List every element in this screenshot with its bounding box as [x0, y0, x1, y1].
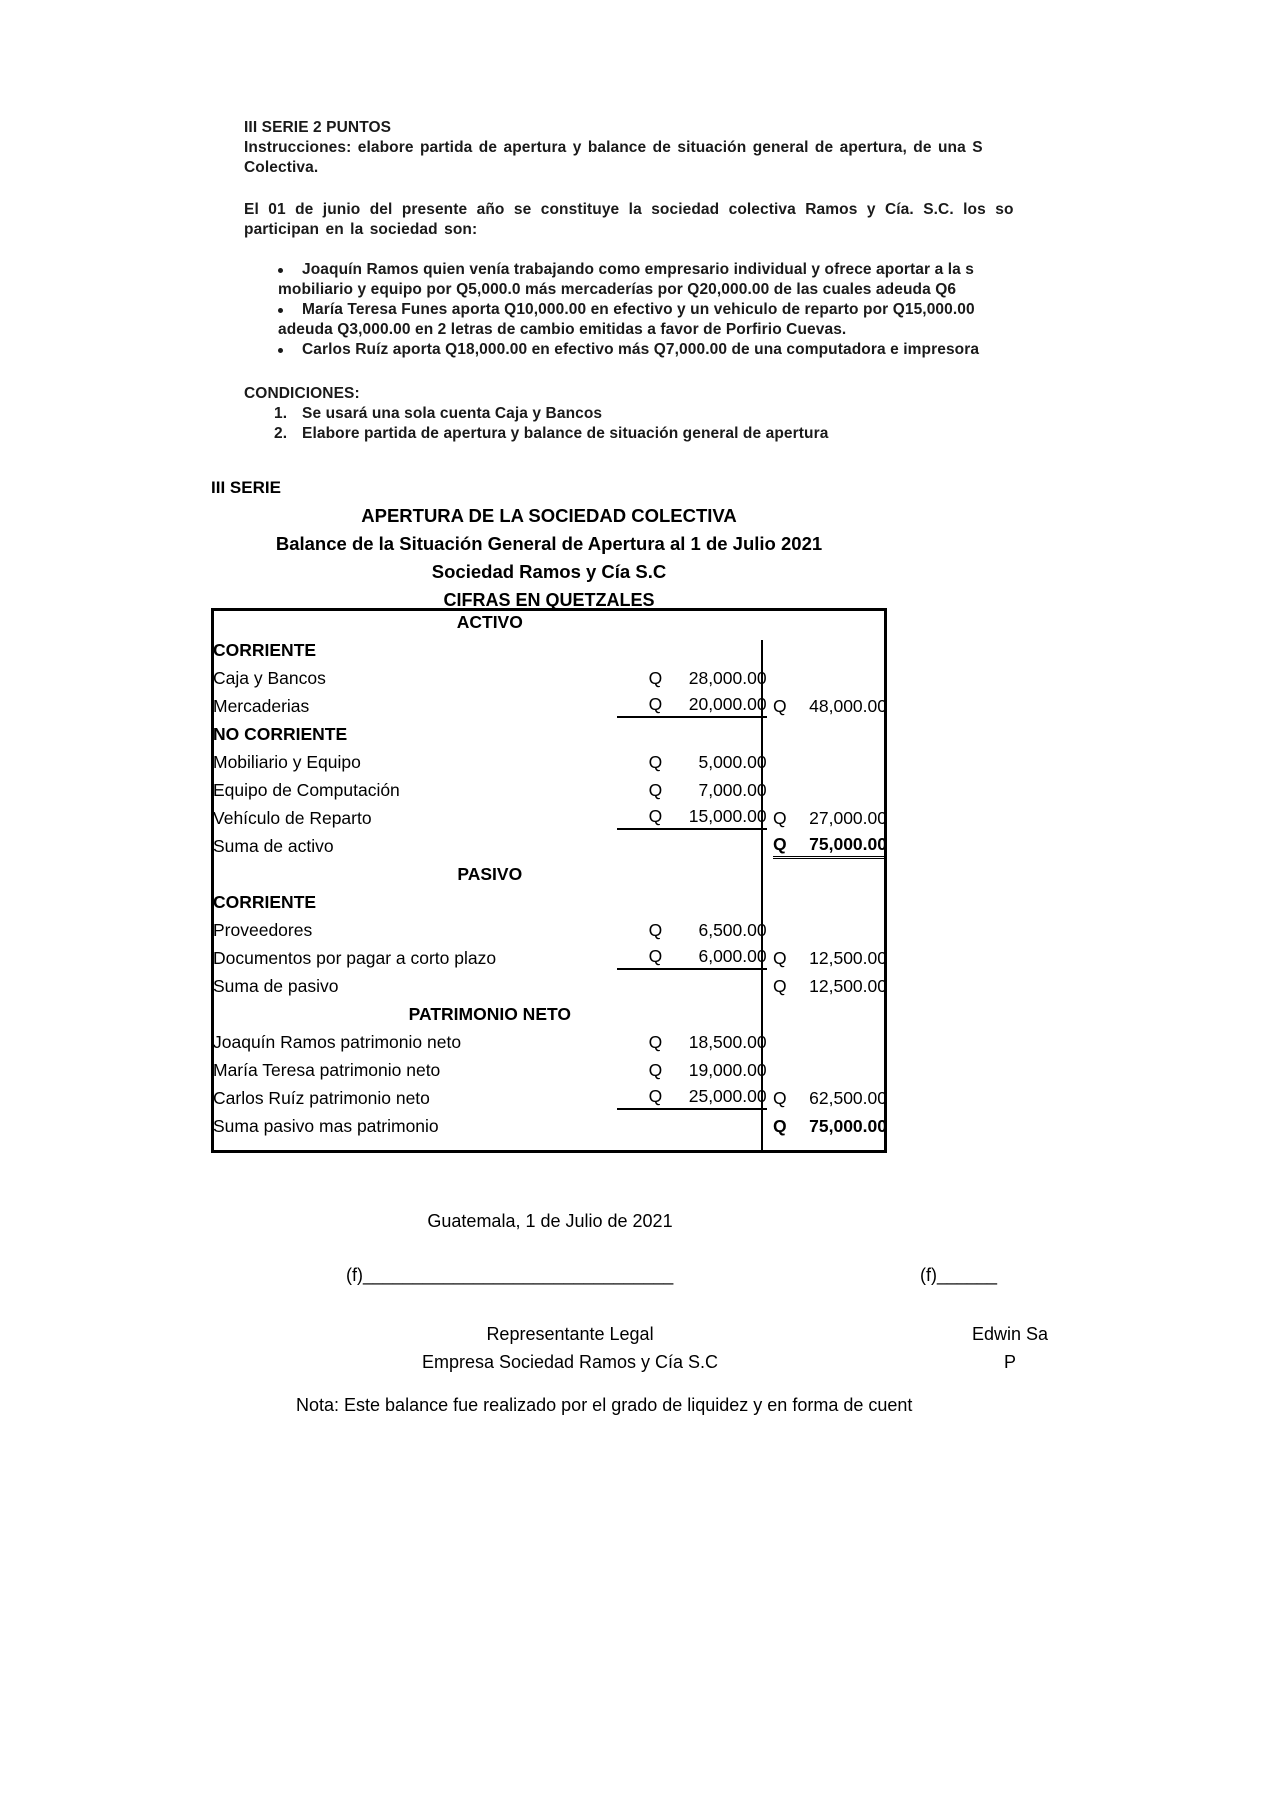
table-row	[211, 804, 887, 832]
exam-instructions-line-2: Colectiva.	[244, 159, 319, 176]
table-row	[211, 832, 887, 860]
caption-left-line-1: Representante Legal	[486, 1324, 654, 1344]
currency-symbol: Q	[773, 695, 787, 716]
row-subtotal: 48,000.00	[809, 695, 887, 716]
row-desc: Documentos por pagar a corto plazo	[213, 947, 497, 968]
row-amount-col1	[596, 692, 766, 720]
total-value: 12,500.00	[809, 975, 887, 996]
total-label-pasivo-patrimonio: Suma pasivo mas patrimonio	[213, 1115, 439, 1136]
group-label-pasivo-corriente: CORRIENTE	[213, 891, 317, 912]
caption-left-line-2: Empresa Sociedad Ramos y Cía S.C	[421, 1352, 719, 1372]
bullet-dot-icon	[278, 348, 283, 353]
table-row	[211, 860, 887, 888]
row-amount-col1	[596, 1056, 766, 1084]
condition-item-1	[244, 404, 1280, 424]
section-header-pasivo: PASIVO	[457, 863, 523, 884]
row-desc: Vehículo de Reparto	[213, 807, 372, 828]
row-amount-col1	[596, 748, 766, 776]
currency-symbol: Q	[648, 919, 663, 940]
section-header-patrimonio: PATRIMONIO NETO	[408, 1003, 571, 1024]
table-row	[211, 1056, 887, 1084]
currency-symbol: Q	[648, 1031, 663, 1052]
row-value: 15,000.00	[688, 806, 767, 826]
bullet-2-line-2: adeuda Q3,000.00 en 2 letras de cambio emitidas a favor de Porfirio Cuevas.	[278, 321, 847, 338]
row-subtotal: 12,500.00	[809, 947, 887, 968]
sheet-titles	[211, 502, 887, 614]
bullet-2-line-1: María Teresa Funes aporta Q10,000.00 en efectivo y un vehiculo de reparto por Q15,000.00	[302, 301, 975, 318]
row-amount-col2	[767, 804, 887, 832]
bullet-1-line-2: mobiliario y equipo por Q5,000.0 más mercaderías por Q20,000.00 de las cuales adeuda Q6	[278, 281, 957, 298]
row-value: 18,500.00	[688, 1031, 767, 1052]
row-desc: Proveedores	[213, 919, 313, 940]
exam-intro-line-1: El 01 de junio del presente año se constituye la sociedad colectiva Ramos y Cía. S.C. los so	[244, 201, 1014, 218]
table-row	[211, 636, 887, 664]
sheet-title-1: APERTURA DE LA SOCIEDAD COLECTIVA	[361, 505, 737, 526]
signature-line-left: (f)_______________________________	[346, 1265, 674, 1285]
bullet-dot-icon	[278, 308, 283, 313]
table-row	[211, 608, 887, 636]
currency-symbol: Q	[648, 1086, 663, 1106]
currency-symbol: Q	[648, 946, 663, 966]
exam-conditions-block	[244, 384, 1280, 444]
total-value: 75,000.00	[809, 833, 887, 854]
condition-1-text: Se usará una sola cuenta Caja y Bancos	[302, 405, 603, 422]
row-desc: Mercaderias	[213, 695, 310, 716]
exam-bullet-list	[244, 260, 1280, 360]
row-amount-col1	[596, 1084, 766, 1112]
table-row	[211, 692, 887, 720]
total-value: 75,000.00	[809, 1115, 887, 1136]
exam-heading: III SERIE 2 PUNTOS	[244, 119, 392, 136]
currency-symbol: Q	[773, 1115, 787, 1136]
bullet-3-line-1: Carlos Ruíz aporta Q18,000.00 en efectivo más Q7,000.00 de una computadora e impresora	[302, 341, 980, 358]
table-row	[211, 748, 887, 776]
row-amount-col1	[596, 1028, 766, 1056]
table-row	[211, 972, 887, 1000]
row-value: 20,000.00	[688, 694, 767, 714]
total-amount-pasivo-patrimonio	[767, 1112, 887, 1140]
row-value: 5,000.00	[698, 751, 767, 772]
exam-question-block	[244, 118, 1280, 444]
currency-symbol: Q	[648, 1059, 663, 1080]
condition-2-number: 2.	[274, 425, 288, 442]
sheet-serie-label: III SERIE	[211, 478, 281, 497]
table-row	[211, 1000, 887, 1028]
row-desc: María Teresa patrimonio neto	[213, 1059, 441, 1080]
table-row	[211, 916, 887, 944]
balance-table	[211, 608, 887, 1140]
caption-right-line-2: P	[1003, 1352, 1016, 1372]
currency-symbol: Q	[773, 947, 787, 968]
table-row	[211, 720, 887, 748]
row-amount-col1	[596, 776, 766, 804]
section-header-activo: ACTIVO	[456, 611, 523, 632]
table-row	[211, 664, 887, 692]
row-value: 6,500.00	[698, 919, 767, 940]
signature-caption-right	[880, 1320, 1140, 1376]
currency-symbol: Q	[648, 667, 663, 688]
condition-2-text: Elabore partida de apertura y balance de situación general de apertura	[302, 425, 829, 442]
table-row	[211, 776, 887, 804]
row-subtotal: 62,500.00	[809, 1087, 887, 1108]
row-value: 25,000.00	[688, 1086, 767, 1106]
currency-symbol: Q	[648, 751, 663, 772]
signature-caption-left	[200, 1320, 940, 1376]
total-amount-activo	[767, 832, 887, 860]
place-and-date: Guatemala, 1 de Julio de 2021	[427, 1211, 673, 1231]
condition-1-number: 1.	[274, 405, 288, 422]
bullet-dot-icon	[278, 268, 283, 273]
row-value: 7,000.00	[698, 779, 767, 800]
currency-symbol: Q	[773, 975, 787, 996]
currency-symbol: Q	[773, 1087, 787, 1108]
list-item	[244, 340, 1280, 360]
row-amount-col2	[767, 692, 887, 720]
list-item	[244, 300, 1280, 340]
row-amount-col1	[596, 804, 766, 832]
exam-instructions-line-1: Instrucciones: elabore partida de apertura y balance de situación general de apertura, de una S	[244, 139, 983, 156]
sheet-title-2: Balance de la Situación General de Apertura al 1 de Julio 2021	[275, 533, 823, 554]
currency-symbol: Q	[648, 694, 663, 714]
sheet-title-4: CIFRAS EN QUETZALES	[443, 590, 655, 610]
currency-symbol: Q	[648, 806, 663, 826]
row-amount-col1	[596, 944, 766, 972]
condition-item-2	[244, 424, 1280, 444]
total-label-pasivo: Suma de pasivo	[213, 975, 339, 996]
row-amount-col2	[767, 944, 887, 972]
row-subtotal: 27,000.00	[809, 807, 887, 828]
total-label-activo: Suma de activo	[213, 835, 334, 856]
row-desc: Mobiliario y Equipo	[213, 751, 361, 772]
row-desc: Joaquín Ramos patrimonio neto	[213, 1031, 462, 1052]
bullet-1-line-1: Joaquín Ramos quien venía trabajando como empresario individual y ofrece aportar a la s	[302, 261, 974, 278]
table-row	[211, 1112, 887, 1140]
currency-symbol: Q	[648, 779, 663, 800]
table-row	[211, 1028, 887, 1056]
row-desc: Equipo de Computación	[213, 779, 400, 800]
total-amount-pasivo	[767, 972, 887, 1000]
list-item	[244, 260, 1280, 300]
caption-right-line-1: Edwin Sa	[971, 1324, 1049, 1344]
row-value: 19,000.00	[688, 1059, 767, 1080]
row-amount-col1	[596, 916, 766, 944]
row-desc: Carlos Ruíz patrimonio neto	[213, 1087, 430, 1108]
table-row	[211, 888, 887, 916]
signature-line-right: (f)______	[920, 1265, 998, 1285]
table-row	[211, 944, 887, 972]
conditions-heading: CONDICIONES:	[244, 385, 360, 402]
table-row	[211, 1084, 887, 1112]
group-label-activo-corriente: CORRIENTE	[213, 639, 317, 660]
row-amount-col1	[596, 664, 766, 692]
sheet-title-3: Sociedad Ramos y Cía S.C	[431, 561, 667, 582]
row-desc: Caja y Bancos	[213, 667, 326, 688]
row-amount-col2	[767, 1084, 887, 1112]
currency-symbol: Q	[773, 833, 787, 854]
currency-symbol: Q	[773, 807, 787, 828]
exam-intro-line-2: participan en la sociedad son:	[244, 221, 478, 238]
row-value: 28,000.00	[688, 667, 767, 688]
footer-note: Nota: Este balance fue realizado por el grado de liquidez y en forma de cuent	[296, 1395, 913, 1415]
group-label-activo-no-corriente: NO CORRIENTE	[213, 723, 348, 744]
row-value: 6,000.00	[698, 946, 767, 966]
